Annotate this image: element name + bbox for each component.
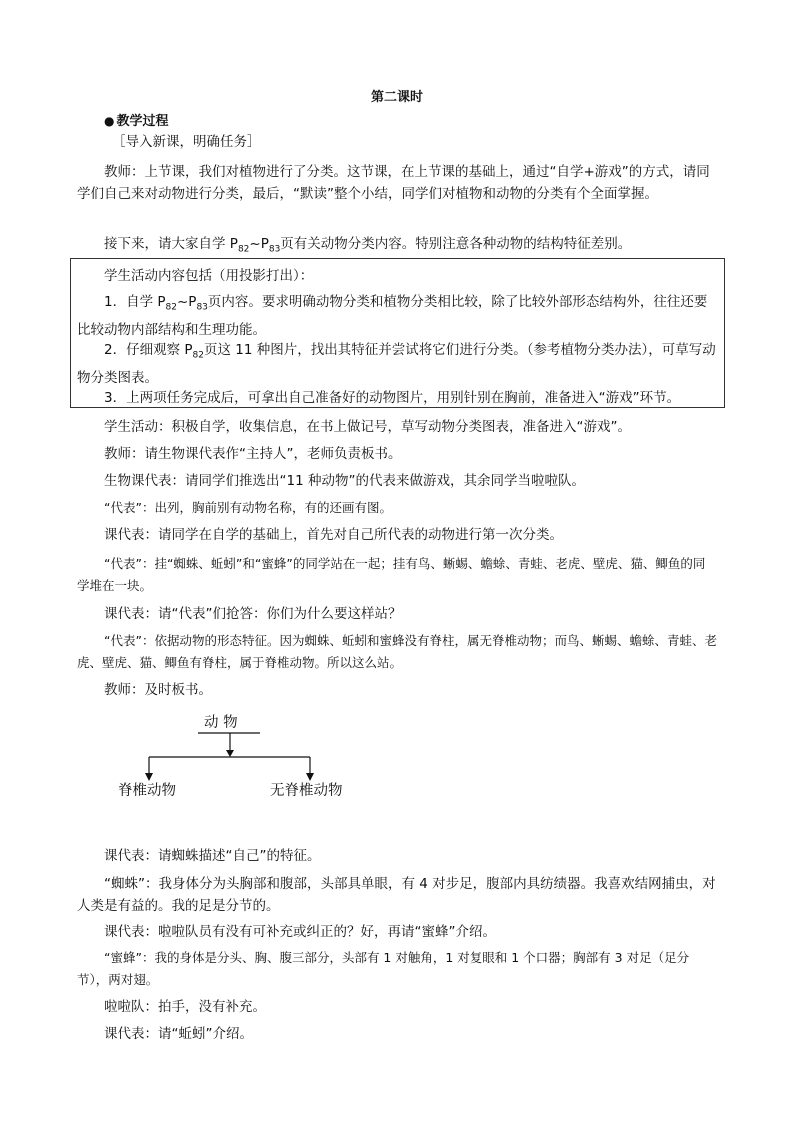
paragraph-spider: “蜘蛛”：我身体分为头胸部和腹部，头部具单眼，有 4 对步足，腹部内具纺绩器。我喜欢结网捕虫，对人类是有益的。我的足是分节的。 — [77, 876, 716, 914]
paragraph-why-question: 课代表：请“代表”们抢答：你们为什么要这样站？ — [104, 606, 402, 622]
paragraph-rep-select: 生物课代表：请同学们推选出“11 种动物”的代表来做游戏，其余同学当啦啦队。 — [104, 473, 585, 489]
section-heading — [104, 110, 169, 129]
paragraph-teacher-board: 教师：及时板书。 — [104, 682, 212, 698]
box-item-2 — [77, 339, 717, 389]
lesson-title: 第二课时 — [370, 90, 423, 105]
paragraph-bee-prompt: 课代表：啦啦队员有没有可补充或纠正的？好，再请“蜜蜂”介绍。 — [104, 924, 496, 940]
text-span: 2．仔细观察 P — [104, 342, 193, 358]
text-span: 页这 11 种图片，找出其特征并尝试将它们进行分类。（参考植物分类办法），可草写动物分类图表。 — [77, 342, 716, 386]
section-heading-text: 教学过程 — [116, 114, 169, 129]
diagram-right-label: 无脊椎动物 — [270, 783, 343, 799]
page-subscript: 82 — [237, 244, 250, 255]
paragraph-cheer: 啦啦队：拍手，没有补充。 — [104, 999, 266, 1015]
page-subscript: 83 — [268, 244, 281, 255]
paragraph-student-activity: 学生活动：积极自学，收集信息，在书上做记号，草写动物分类图表，准备进入“游戏”。 — [104, 419, 631, 435]
page-subscript: 83 — [196, 302, 208, 313]
text-span: 页内容。要求明确动物分类和植物分类相比较，除了比较外部形态结构外，往往还要比较动物内部结构和生理功能。 — [77, 294, 708, 338]
text-span: ~P — [249, 236, 269, 252]
box-heading: 学生活动内容包括（用投影打出）： — [104, 268, 314, 284]
paragraph-bee: “蜜蜂”：我的身体是分头、胸、腹三部分，头部有 1 对触角，1 对复眼和 1 个口器；胸部有 3 对足（足分节），两对翅。 — [77, 950, 690, 987]
paragraph-self-study — [77, 233, 717, 261]
classification-diagram — [100, 705, 380, 805]
subheading-intro: ［导入新课，明确任务］ — [112, 134, 261, 150]
box-item-1 — [77, 291, 717, 341]
paragraph-reps-group: “代表”：挂“蜘蛛、蚯蚓”和“蜜蜂”的同学站在一起；挂有鸟、蜥蜴、蟾蜍、青蛙、老虎、壁虎、猫、鲫鱼的同学堆在一块。 — [77, 556, 706, 593]
paragraph-reps-out: “代表”：出列，胸前别有动物名称，有的还画有图。 — [104, 500, 392, 515]
text-span: 接下来，请大家自学 P — [104, 236, 238, 252]
page-subscript: 82 — [192, 350, 204, 361]
diagram-left-label: 脊椎动物 — [118, 783, 176, 799]
diagram-root-label: 动 物 — [204, 715, 238, 731]
paragraph-spider-prompt: 课代表：请蜘蛛描述“自己”的特征。 — [104, 848, 321, 864]
paragraph-earthworm-prompt: 课代表：请“蚯蚓”介绍。 — [104, 1026, 253, 1042]
paragraph-reps-answer: “代表”：依据动物的形态特征。因为蜘蛛、蚯蚓和蜜蜂没有脊柱，属无脊椎动物；而鸟、蜥蜴、蟾蜍、青蛙、老虎、壁虎、猫、鲫鱼有脊柱，属于脊椎动物。所以这么站。 — [77, 633, 717, 670]
box-item-3: 3．上两项任务完成后，可拿出自己准备好的动物图片，用别针别在胸前，准备进入“游戏”环节。 — [104, 390, 681, 406]
bullet-icon: ● — [104, 114, 115, 128]
paragraph-teacher-host: 教师：请生物课代表作“主持人”，老师负责板书。 — [104, 446, 402, 462]
paragraph-teacher-intro: 教师：上节课，我们对植物进行了分类。这节课，在上节课的基础上，通过“自学+游戏”的方式，请同学们自己来对动物进行分类，最后，“默读”整个小结，同学们对植物和动物的分类有个全面掌握。 — [77, 164, 710, 202]
text-span: 页有关动物分类内容。特别注意各种动物的结构特征差别。 — [280, 236, 632, 252]
text-span: ~P — [176, 294, 197, 310]
page-subscript: 82 — [165, 302, 177, 313]
text-span: 1．自学 P — [104, 294, 166, 310]
paragraph-first-classify: 课代表：请同学在自学的基础上，首先对自己所代表的动物进行第一次分类。 — [104, 527, 563, 543]
